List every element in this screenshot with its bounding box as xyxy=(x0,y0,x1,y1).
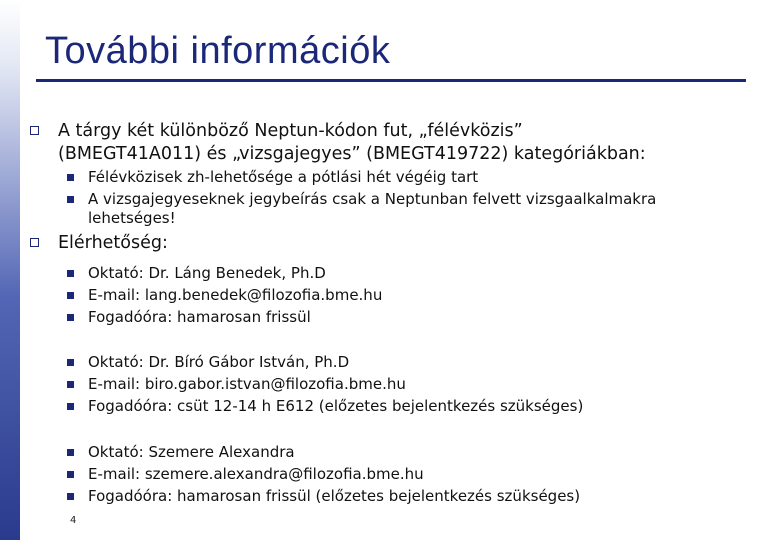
slide-title: További információk xyxy=(45,30,391,72)
filled-square-bullet-icon xyxy=(67,292,74,299)
contact-line: Fogadóóra: hamarosan frissül xyxy=(88,308,311,326)
contact-line: Fogadóóra: hamarosan frissül (előzetes bejelentkezés szükséges) xyxy=(88,487,581,505)
filled-square-bullet-icon xyxy=(67,449,74,456)
filled-square-bullet-icon xyxy=(67,359,74,366)
intro-item: Félévközisek zh-lehetősége a pótlási hét végéig tart xyxy=(88,168,479,186)
contact-line: Oktató: Szemere Alexandra xyxy=(88,443,295,461)
contact-line: Oktató: Dr. Láng Benedek, Ph.D xyxy=(88,264,326,282)
filled-square-bullet-icon xyxy=(67,493,74,500)
intro-line-1: A tárgy két különböző Neptun-kódon fut, „félévközis” xyxy=(58,121,523,141)
intro-line-2: (BMEGT41A011) és „vizsgajegyes” (BMEGT419722) kategóriákban: xyxy=(58,144,646,164)
contact-line: E-mail: biro.gabor.istvan@filozofia.bme.hu xyxy=(88,375,406,393)
page-number: 4 xyxy=(70,515,77,526)
hollow-square-bullet-icon xyxy=(30,238,39,247)
filled-square-bullet-icon xyxy=(67,174,74,181)
contact-line: E-mail: szemere.alexandra@filozofia.bme.hu xyxy=(88,465,424,483)
contact-line: E-mail: lang.benedek@filozofia.bme.hu xyxy=(88,286,383,304)
left-decorative-bar xyxy=(0,0,20,540)
intro-item: A vizsgajegyeseknek jegybeírás csak a Neptunban felvett vizsgaalkalmakra xyxy=(88,190,657,208)
title-underline xyxy=(36,79,746,82)
intro-item-continuation: lehetséges! xyxy=(88,209,176,227)
filled-square-bullet-icon xyxy=(67,314,74,321)
hollow-square-bullet-icon xyxy=(30,126,39,135)
filled-square-bullet-icon xyxy=(67,270,74,277)
contact-line: Oktató: Dr. Bíró Gábor István, Ph.D xyxy=(88,353,350,371)
contact-line: Fogadóóra: csüt 12-14 h E612 (előzetes bejelentkezés szükséges) xyxy=(88,397,584,415)
filled-square-bullet-icon xyxy=(67,381,74,388)
filled-square-bullet-icon xyxy=(67,196,74,203)
filled-square-bullet-icon xyxy=(67,471,74,478)
contact-heading: Elérhetőség: xyxy=(58,233,168,253)
filled-square-bullet-icon xyxy=(67,403,74,410)
